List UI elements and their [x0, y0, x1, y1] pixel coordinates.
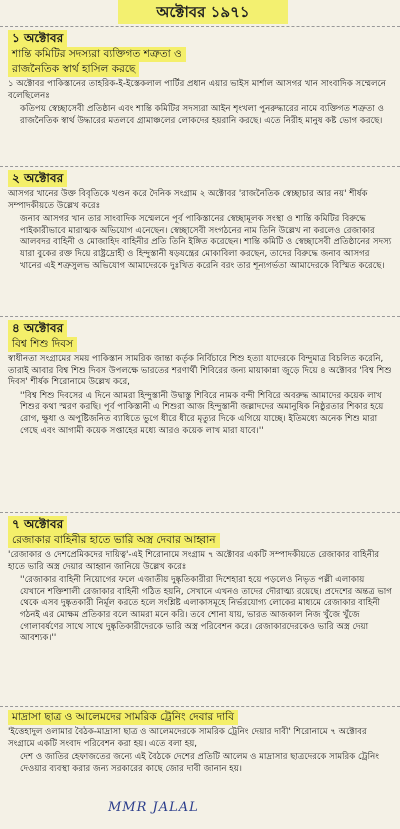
section-heading: মাদ্রাসা ছাত্র ও আলেমদের সামরিক ট্রেনিং দেবার দাবি	[8, 710, 238, 725]
divider	[0, 706, 400, 707]
section-quote: জনাব আসগর খান তার সাংবাদিক সম্মেলনে পূর্ব পাকিস্তানের স্বেচ্ছামূলক সংস্থা ও শান্তি কমিটির বিরুদ্ধে পাইকারীভাবে মারাত্মক অভিযোগ এনেছেন। স্বেচ্ছাসেবী সংগঠনের নাম তিনি উল্লেখ না করলেও রেজাকার আলবদর বাহিনী ও মোজাহিদ বাহিনীর প্রতি তিনি ইঙ্গিত করেছেন। শান্তি কমিটি ও স্বেচ্ছাসেবী প্রতিষ্ঠানের সদস্য যারা বুকের রক্ত দিয়ে রাষ্ট্রদ্রোহী ও হিন্দুস্তানী ষড়যন্ত্রের মোকাবিলা করছেন, তাদের বিরুদ্ধে জনাব আসগর খানের এই শত্রুসুলভ অভিযোগ আমাদেরকে দুঃখিত করেনি বরং তার শূন্যগর্ভতা আমাদেরকে বিস্মিত করেছে।	[20, 214, 392, 271]
section-paragraph: আসগর খানের উক্ত বিবৃতিকে খণ্ডন করে দৈনিক সংগ্রাম ২ অক্টোবর 'রাজনৈতিক স্বেচ্ছাচার আর নয়' শীর্ষক সম্পাদকীয়তে উল্লেখ করেঃ	[8, 189, 368, 211]
section-oct-1	[8, 30, 392, 127]
divider	[0, 316, 400, 317]
section-oct-7	[8, 516, 392, 645]
section-quote: ''বিশ্ব শিশু দিবসের এ দিনে আমরা হিন্দুস্তানী উদ্বাস্তু শিবিরে নামক বন্দী শিবিরে অবরুদ্ধ আমাদের কয়েক লাখ শিশুর কথা স্মরণ করছি। পূর্ব পাকিস্তানী এ শিশুরা আজ হিন্দুস্তানী জল্লাদদের অমানুষিক নিষ্ঠুরতার শিকার হয়ে রোগ, ক্ষুধা ও অপুষ্টিজনিত ব্যাধিতে ভুগে ধীরে ধীরে মৃত্যুর দিকে এগিয়ে যাচ্ছে। ইতিমধ্যে অনেক শিশু মারা গেছে এবং আগামী কয়েক সপ্তাহের মধ্যে আরও কয়েক লাখ মারা যাবে।''	[20, 390, 384, 436]
section-heading: বিশ্ব শিশু দিবস	[8, 337, 77, 352]
section-paragraph: স্বাধীনতা সংগ্রামের সময় পাকিস্তান সামরিক জান্তা কর্তৃক নির্বিচারে শিশু হত্যা যাদেরকে বিন্দুমাত্র বিচলিত করেনি, তারাই আবার বিশ্ব শিশু দিবস উপলক্ষে ভারতের শরণার্থী শিবিরের জন্য মায়াকান্না জুড়ে দিয়ে ৪ অক্টোবর 'বিশ্ব শিশু দিবস' শীর্ষক শিরোনামে উল্লেখ করে,	[8, 354, 392, 388]
section-heading: রাজনৈতিক স্বার্থ হাসিল করছে	[8, 62, 139, 77]
section-date: ৭ অক্টোবর	[8, 516, 67, 533]
section-date: ৪ অক্টোবর	[8, 320, 67, 337]
section-paragraph: 'ইত্তেহাদুল ওলামার বৈঠক-মাদ্রাসা ছাত্র ও আলেমদেরকে সামরিক ট্রেনিং দেয়ার দাবী' শিরোনামে ৭ অক্টোবর সংগ্রামে একটি সংবাদ পরিবেশন করা হয়। এতে বলা হয়,	[8, 727, 367, 749]
divider	[0, 26, 400, 27]
divider	[0, 512, 400, 513]
section-heading: রেজাকার বাহিনীর হাতে ভারি অস্ত্র দেবার আহ্বান	[8, 533, 220, 548]
section-quote: দেশ ও জাতির হেফাজতের জন্যে এই বৈঠকে দেশের প্রতিটি আলেম ও মাদ্রাসার ছাত্রদেরকে সামরিক ট্রেনিং দেওয়ার ব্যবস্থা করার জন্য সরকারের কাছে জোর দাবী জানান হয়।	[20, 752, 379, 774]
handwritten-signature: MMR JALAL	[108, 800, 199, 815]
section-madrasa	[8, 710, 392, 775]
section-date: ২ অক্টোবর	[8, 170, 67, 187]
section-quote: কতিপয় স্বেচ্ছাসেবী প্রতিষ্ঠান এবং শান্তি কমিটির সদস্যরা আইন শৃংখলা পুনরুদ্ধারের নামে ব্যক্তিগত শত্রুতা ও রাজনৈতিক স্বার্থ উদ্ধারের মতলবে গ্রামাঞ্চলের লোকদের হয়রানি করছে। এতে নিরীহ মানুষ কষ্ট ভোগ করছে।	[20, 104, 384, 126]
document-title: অক্টোবর ১৯৭১	[118, 0, 288, 24]
section-quote: ''রেজাকার বাহিনী নিয়োগের ফলে এজাতীয় দুষ্কৃতিকারীরা দিশেহারা হয়ে পড়লেও নিভৃত পল্লী এলাকায় যেখানে শক্তিশালী রেজাকার বাহিনী গঠিত হয়নি, সেখানে এখনও তাদের দৌরাত্ম্য রয়েছে। প্রদেশের অন্তত্র ভাগ থেকে এসব দুষ্কৃতকারী নির্মূল করতে হলে সংশ্লিষ্ট এলাকাসমূহে নির্ভরযোগ্য লোকের মাধ্যমে রেজাকার বাহিনী গঠনই এর মোক্ষম প্রতিকার বলে আমরা মনে করি। তবে শোনা যায়, ভারত আজকাল নিজ খুঁজে খুঁজে গোলাবর্ষণের সাথে সাথে দুষ্কৃতিকারীদেরকে ভারি অস্ত্র পরিবেশন করে। রেজাকারদেরকেও ভারি অস্ত্র দেয়া আবশ্যক।''	[20, 575, 392, 644]
section-paragraph: ১ অক্টোবর পাকিস্তানের তাহরিক-ই-ইস্তেকলাল পার্টির প্রধান এয়ার ভাইস মার্শাল আসগর খান সাংবাদিক সম্মেলনে বলেছিলেনঃ	[8, 79, 387, 101]
section-oct-4	[8, 320, 392, 437]
section-paragraph: 'রেজাকার ও দেশপ্রেমিকদের দায়িত্ব'-এই শিরোনামে সংগ্রাম ৭ অক্টোবর একটি সম্পাদকীয়তে রেজাকার বাহিনীর হাতে ভারি অস্ত্র দেয়ার আহ্বান জানিয়ে উল্লেখ করেঃ	[8, 550, 380, 572]
section-heading: শান্তি কমিটির সদস্যরা ব্যক্তিগত শত্রুতা ও	[8, 47, 186, 62]
divider	[0, 166, 400, 167]
section-oct-2	[8, 170, 392, 272]
section-date: ১ অক্টোবর	[8, 30, 67, 47]
